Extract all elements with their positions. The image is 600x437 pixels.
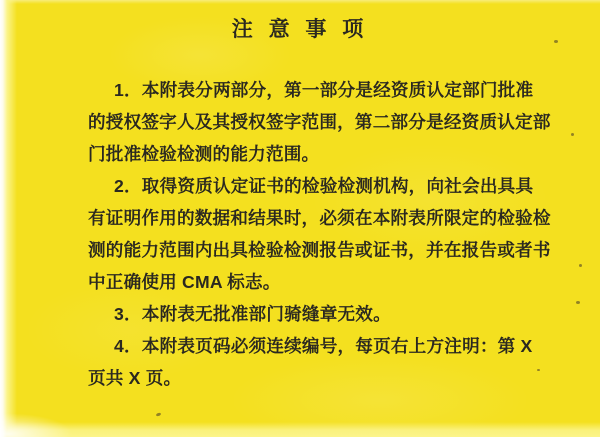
page-title: 注 意 事 项 <box>231 18 369 41</box>
scan-speck <box>156 412 162 417</box>
scan-speck <box>579 264 582 267</box>
notice-line: 的授权签字人及其授权签字范围，第二部分是经资质认定部 <box>88 112 551 132</box>
scan-speck <box>537 369 540 371</box>
notice-line: 有证明作用的数据和结果时，必须在本附表所限定的检验检 <box>88 208 551 228</box>
notice-body <box>88 74 551 394</box>
notice-line: 测的能力范围内出具检验检测报告或证书，并在报告或者书 <box>88 240 551 260</box>
scan-speck <box>571 133 574 136</box>
notice-line: 1．本附表分两部分，第一部分是经资质认定部门批准 <box>114 80 534 100</box>
notice-line: 4．本附表页码必须连续编号，每页右上方注明：第 X <box>114 336 533 356</box>
notice-line: 3．本附表无批准部门骑缝章无效。 <box>114 304 391 324</box>
notice-line: 页共 X 页。 <box>88 368 182 388</box>
notice-line: 2．取得资质认定证书的检验检测机构，向社会出具具 <box>114 176 534 196</box>
scan-speck <box>554 40 558 43</box>
scan-speck <box>576 301 580 304</box>
notice-line: 门批准检验检测的能力范围。 <box>88 144 320 164</box>
notice-line: 中正确使用 CMA 标志。 <box>88 272 281 292</box>
